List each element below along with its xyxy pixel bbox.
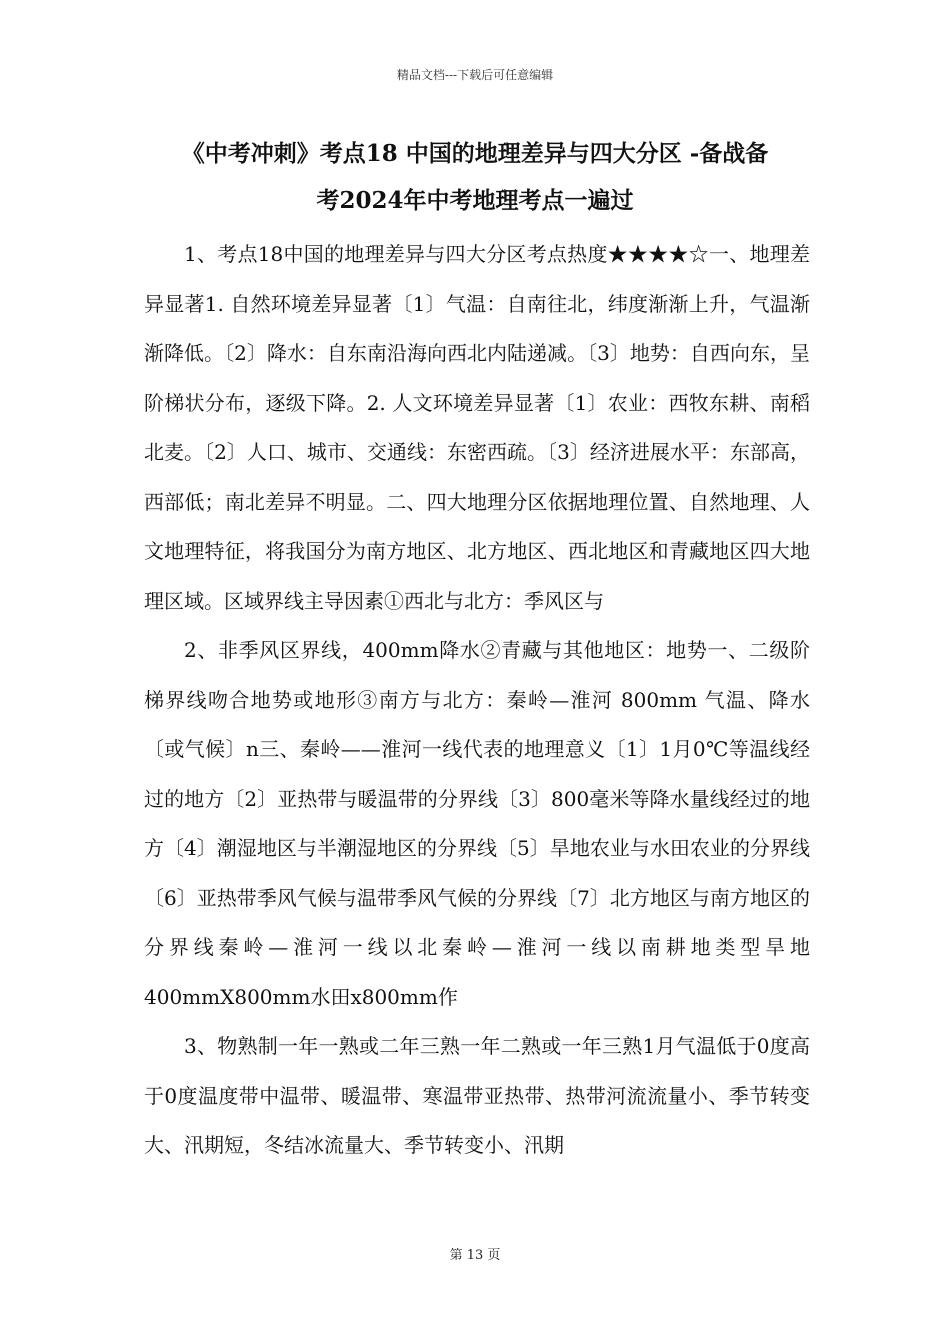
paragraph-3: 3、物熟制一年一熟或二年三熟一年二熟或一年三熟1月气温低于0度高于0度温度带中温带、暖温带、寒温带亚热带、热带河流流量小、季节转变大、汛期短，冬结冰流量大、季节转变小、汛期 bbox=[144, 1034, 810, 1157]
title-line-2: 考2024年中考地理考点一遍过 bbox=[316, 187, 634, 214]
document-body bbox=[144, 230, 810, 1171]
document-title bbox=[100, 130, 850, 224]
page-number: 第 13 页 bbox=[449, 1248, 501, 1263]
page-header: 精品文档---下载后可任意编辑 bbox=[396, 68, 554, 82]
paragraph-2: 2、非季风区界线，400mm降水②青藏与其他地区：地势一、二级阶梯界线吻合地势或地形③南方与北方：秦岭—淮河 800mm 气温、降水〔或气候〕n三、秦岭——淮河一线代表的地理意义〔1〕1月0℃等温线经过的地方〔2〕亚热带与暖温带的分界线〔3〕800毫米等降水量线经过的地方〔4〕潮湿地区与半潮湿地区的分界线〔5〕旱地农业与水田农业的分界线〔6〕亚热带季风气候与温带季风气候的分界线〔7〕北方地区与南方地区的分界线秦岭—淮河一线以北秦岭—淮河一线以南耕地类型旱地400mmX800mm水田x800mm作 bbox=[144, 638, 810, 1009]
title-line-1: 《中考冲刺》考点18 中国的地理差异与四大分区 -备战备 bbox=[181, 140, 769, 167]
paragraph-1: 1、考点18中国的地理差异与四大分区考点热度★★★★☆一、地理差异显著1. 自然环境差异显著〔1〕气温：自南往北，纬度渐渐上升，气温渐渐降低。〔2〕降水：自东南沿海向西北内陆递减。〔3〕地势：自西向东，呈阶梯状分布，逐级下降。2. 人文环境差异显著〔1〕农业：西牧东耕、南稻北麦。〔2〕人口、城市、交通线：东密西疏。〔3〕经济进展水平：东部高，西部低；南北差异不明显。二、四大地理分区依据地理位置、自然地理、人文地理特征，将我国分为南方地区、北方地区、西北地区和青藏地区四大地理区域。区域界线主导因素①西北与北方：季风区与 bbox=[144, 242, 810, 613]
